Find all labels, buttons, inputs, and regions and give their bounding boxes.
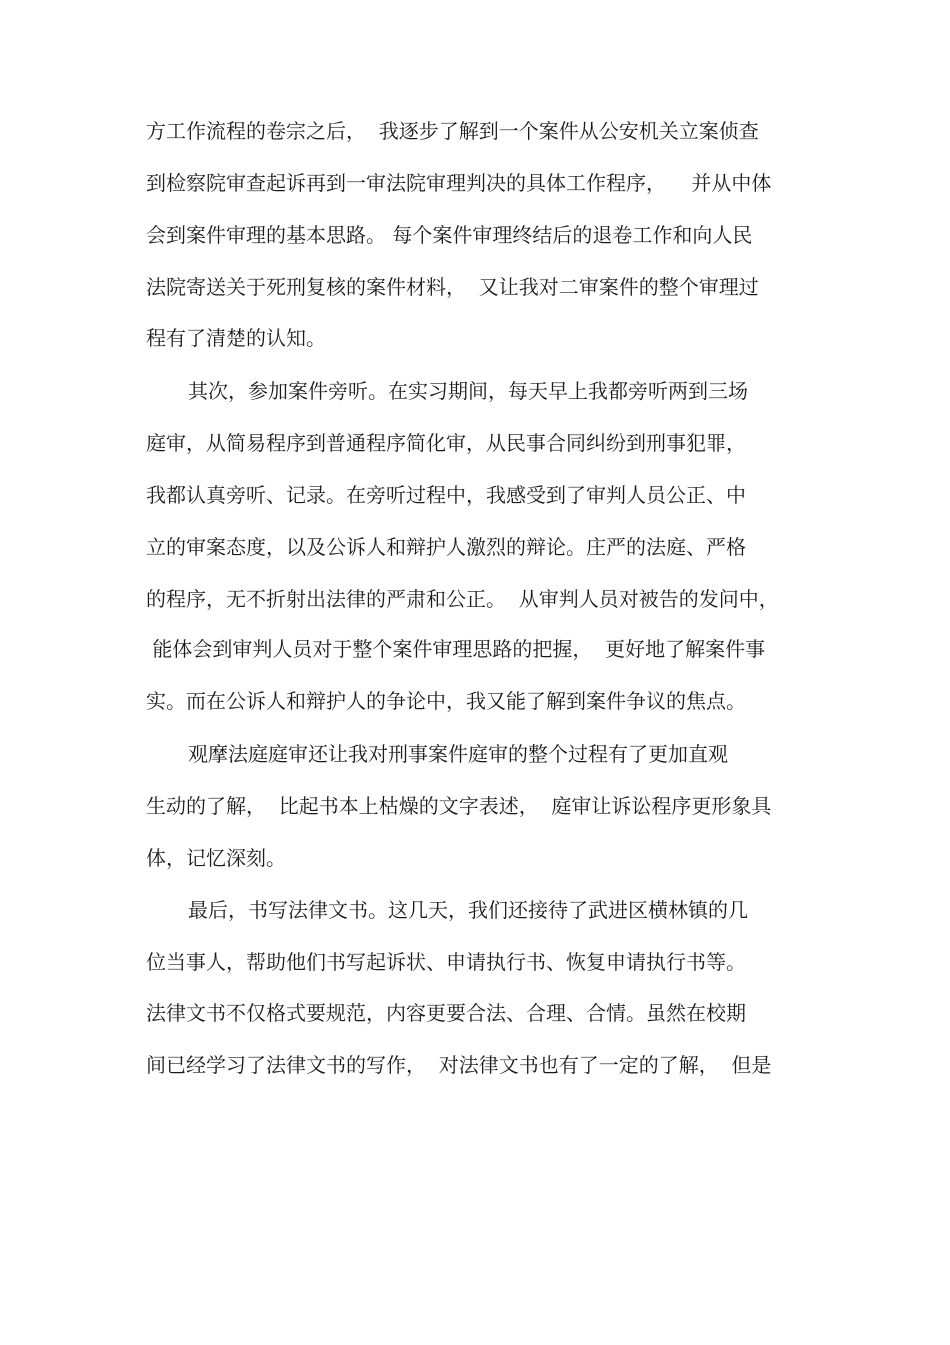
- paragraph-start-line: 其次，参加案件旁听。在实习期间，每天早上我都旁听两到三场: [188, 379, 748, 403]
- paragraph-start-line: 最后，书写法律文书。这几天，我们还接待了武进区横林镇的几: [188, 898, 748, 922]
- text-line: 立的审案态度，以及公诉人和辩护人激烈的辩论。庄严的法庭、严格: [146, 535, 746, 559]
- text-line: 的程序，无不折射出法律的严肃和公正。 从审判人员对被告的发问中，: [146, 587, 779, 611]
- text-line: 能体会到审判人员对于整个案件审理思路的把握， 更好地了解案件事: [146, 637, 766, 661]
- text-line: 方工作流程的卷宗之后， 我逐步了解到一个案件从公安机关立案侦查: [146, 119, 759, 143]
- paragraph-start-line: 观摩法庭庭审还让我对刑事案件庭审的整个过程有了更加直观: [188, 742, 728, 766]
- text-line: 体，记忆深刻。: [146, 846, 286, 870]
- text-line: 实。而在公诉人和辩护人的争论中，我又能了解到案件争议的焦点。: [146, 689, 746, 713]
- text-line: 位当事人，帮助他们书写起诉状、申请执行书、恢复申请执行书等。: [146, 950, 746, 974]
- text-line: 间已经学习了法律文书的写作， 对法律文书也有了一定的了解， 但是: [146, 1053, 772, 1077]
- text-line: 我都认真旁听、记录。在旁听过程中，我感受到了审判人员公正、中: [146, 483, 746, 507]
- text-line: 法院寄送关于死刑复核的案件材料， 又让我对二审案件的整个审理过: [146, 275, 759, 299]
- text-line: 庭审，从简易程序到普通程序简化审，从民事合同纠纷到刑事犯罪，: [146, 431, 746, 455]
- text-line: 生动的了解， 比起书本上枯燥的文字表述， 庭审让诉讼程序更形象具: [146, 794, 772, 818]
- text-line: 会到案件审理的基本思路。 每个案件审理终结后的退卷工作和向人民: [146, 223, 753, 247]
- text-line: 法律文书不仅格式要规范，内容更要合法、合理、合情。虽然在校期: [146, 1001, 746, 1025]
- text-line: 程有了清楚的认知。: [146, 326, 326, 350]
- text-line: 到检察院审查起诉再到一审法院审理判决的具体工作程序， 并从中体: [146, 171, 772, 195]
